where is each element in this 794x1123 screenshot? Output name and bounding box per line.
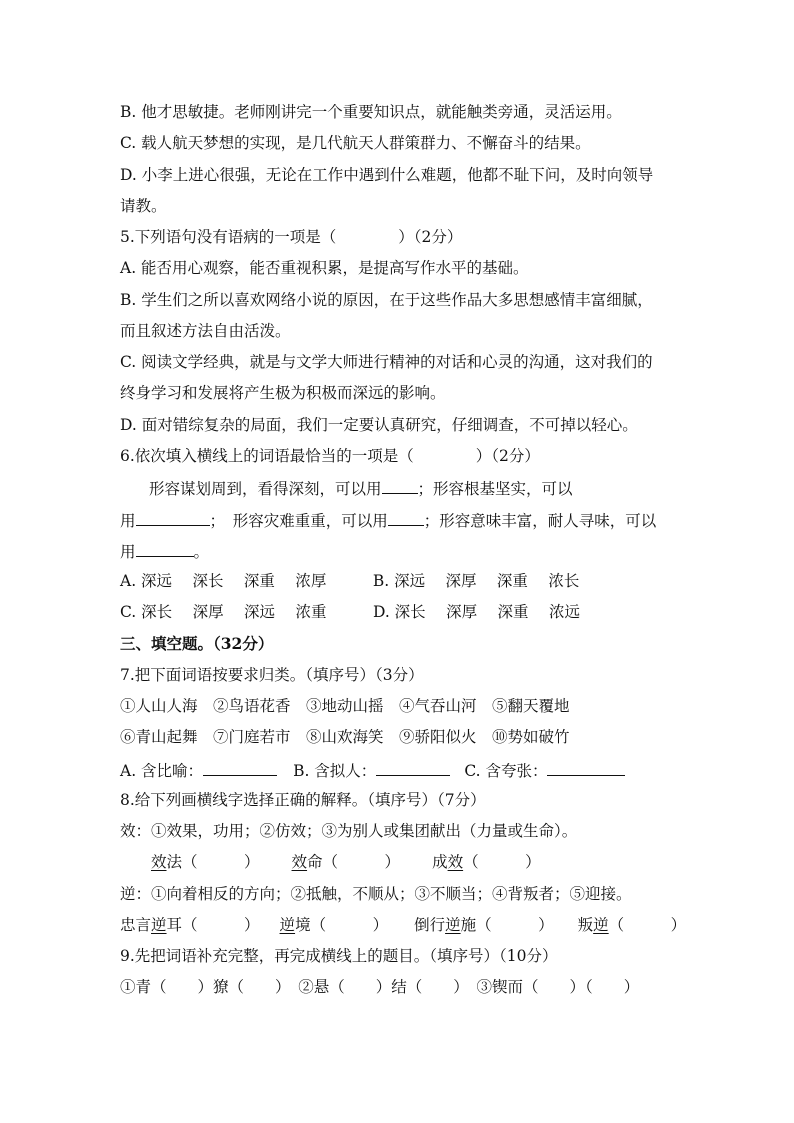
q6-options-cd: C. 深长 深厚 深远 浓重 D. 深长 深厚 深重 浓远 xyxy=(120,603,580,621)
q8-xiao-definition: 效：①效果，功用；②仿效；③为别人或集团献出（力量或生命）。 xyxy=(120,822,578,840)
q8-ni-word-2 xyxy=(280,916,389,934)
q8-ni-word-2-underlined: 逆 xyxy=(279,916,296,934)
q6-text-line1 xyxy=(149,477,709,499)
q6-blank-1[interactable] xyxy=(382,477,418,494)
q7-answer-line xyxy=(120,759,680,781)
q8-ni-word-3-underlined: 逆 xyxy=(445,916,461,934)
q6-options-ab: A. 深远 深长 深重 浓厚 B. 深远 深厚 深重 浓长 xyxy=(120,572,580,590)
q5-option-b-line2: 而且叙述方法自由活泼。 xyxy=(120,322,291,340)
q8-ni-word-3-rest: 施（ ） xyxy=(460,916,554,934)
q6-text-3a: 用 xyxy=(120,543,136,561)
q8-ni-word-1-prefix: 忠言 xyxy=(120,916,152,934)
q8-ni-word-3-prefix: 倒行 xyxy=(414,916,446,934)
section3-heading: 三、填空题。（32分） xyxy=(120,634,274,653)
q6-text-2c: ；形容意味丰富，耐人寻味，可以 xyxy=(423,512,657,530)
q6-text-1a: 形容谋划周到，看得深刻，可以用 xyxy=(149,480,382,498)
q8-ni-word-4-rest: （ ） xyxy=(608,916,687,934)
q7-label-b: B. 含拟人： xyxy=(293,762,377,780)
q7-stem: 7.把下面词语按要求归类。（填序号）（3分） xyxy=(120,666,424,684)
q6-text-line3 xyxy=(120,540,680,562)
q7-words-line2: ⑥青山起舞 ⑦门庭若市 ⑧山欢海笑 ⑨骄阳似火 ⑩势如破竹 xyxy=(120,728,570,746)
q5-stem: 5.下列语句没有语病的一项是（ ）（2分） xyxy=(120,228,463,246)
q7-blank-c[interactable] xyxy=(547,759,625,776)
q6-text-2b: ； 形容灾难重重，可以用 xyxy=(209,512,388,530)
q8-xiao-word-1-underlined: 效 xyxy=(151,853,167,871)
q8-xiao-word-1-rest: 法（ ） xyxy=(166,853,260,871)
q5-option-b-line1: B. 学生们之所以喜欢网络小说的原因，在于这些作品大多思想感情丰富细腻， xyxy=(120,291,653,309)
q4-option-d-line2: 请教。 xyxy=(120,197,167,215)
q8-ni-word-4-underlined: 逆 xyxy=(593,916,609,934)
q8-ni-words xyxy=(120,915,687,935)
q8-xiao-word-2 xyxy=(292,853,401,871)
q6-blank-3[interactable] xyxy=(388,509,424,526)
q8-xiao-word-2-rest: 命（ ） xyxy=(307,853,401,871)
q4-option-c: C. 载人航天梦想的实现，是几代航天人群策群力、不懈奋斗的结果。 xyxy=(120,134,591,152)
q8-xiao-words xyxy=(151,852,711,872)
q4-option-d-line1: D. 小李上进心很强，无论在工作中遇到什么难题，他都不耻下问，及时向领导 xyxy=(120,166,654,184)
q5-option-c-line2: 终身学习和发展将产生极为积极而深远的影响。 xyxy=(120,384,446,402)
q8-ni-word-1-rest: 耳（ ） xyxy=(166,916,260,934)
q6-text-line2 xyxy=(120,509,680,531)
q8-stem: 8.给下列画横线字选择正确的解释。（填序号）（7分） xyxy=(120,791,486,809)
q9-stem: 9.先把词语补充完整，再完成横线上的题目。（填序号）（10分） xyxy=(120,947,558,965)
q7-blank-a[interactable] xyxy=(203,759,277,776)
q7-words-line1: ①人山人海 ②鸟语花香 ③地动山摇 ④气吞山河 ⑤翻天覆地 xyxy=(120,697,570,715)
q6-blank-2[interactable] xyxy=(136,509,210,526)
q6-stem: 6.依次填入横线上的词语最恰当的一项是（ ）（2分） xyxy=(120,447,540,465)
q8-ni-word-3 xyxy=(414,916,554,934)
q8-ni-definition: 逆：①向着相反的方向；②抵触，不顺从；③不顺当；④背叛者；⑤迎接。 xyxy=(120,885,632,903)
q5-option-a: A. 能否用心观察，能否重视积累，是提高写作水平的基础。 xyxy=(120,259,529,277)
q8-ni-word-1-underlined: 逆 xyxy=(151,916,167,934)
q5-option-c-line1: C. 阅读文学经典，就是与文学大师进行精神的对话和心灵的沟通，这对我们的 xyxy=(120,353,653,371)
q6-text-1b: ；形容根基坚实，可以 xyxy=(417,480,573,498)
q8-ni-word-1 xyxy=(120,916,260,934)
q7-label-a: A. 含比喻： xyxy=(120,762,204,780)
q6-text-3b: 。 xyxy=(193,543,210,561)
q6-text-2a: 用 xyxy=(120,512,136,530)
q8-xiao-word-3 xyxy=(432,853,541,871)
q9-items: ①青（ ）獠（ ） ②悬（ ）结（ ） ③锲而（ ）（ ） xyxy=(120,978,640,996)
q8-xiao-word-3-prefix: 成 xyxy=(432,853,448,871)
q8-ni-word-4 xyxy=(578,916,687,934)
q4-option-b: B. 他才思敏捷。老师刚讲完一个重要知识点，就能触类旁通，灵活运用。 xyxy=(120,103,622,121)
q8-xiao-word-2-underlined: 效 xyxy=(291,853,308,871)
q6-blank-4[interactable] xyxy=(136,540,194,557)
q8-xiao-word-3-underlined: 效 xyxy=(447,853,464,871)
q8-xiao-word-1 xyxy=(151,853,260,871)
q8-xiao-word-3-rest: （ ） xyxy=(463,853,541,871)
q8-ni-word-2-rest: 境（ ） xyxy=(295,916,389,934)
q7-blank-b[interactable] xyxy=(376,759,450,776)
q7-label-c: C. 含夸张： xyxy=(464,762,548,780)
q5-option-d: D. 面对错综复杂的局面，我们一定要认真研究，仔细调查，不可掉以轻心。 xyxy=(120,416,638,434)
q8-ni-word-4-prefix: 叛 xyxy=(577,916,594,934)
